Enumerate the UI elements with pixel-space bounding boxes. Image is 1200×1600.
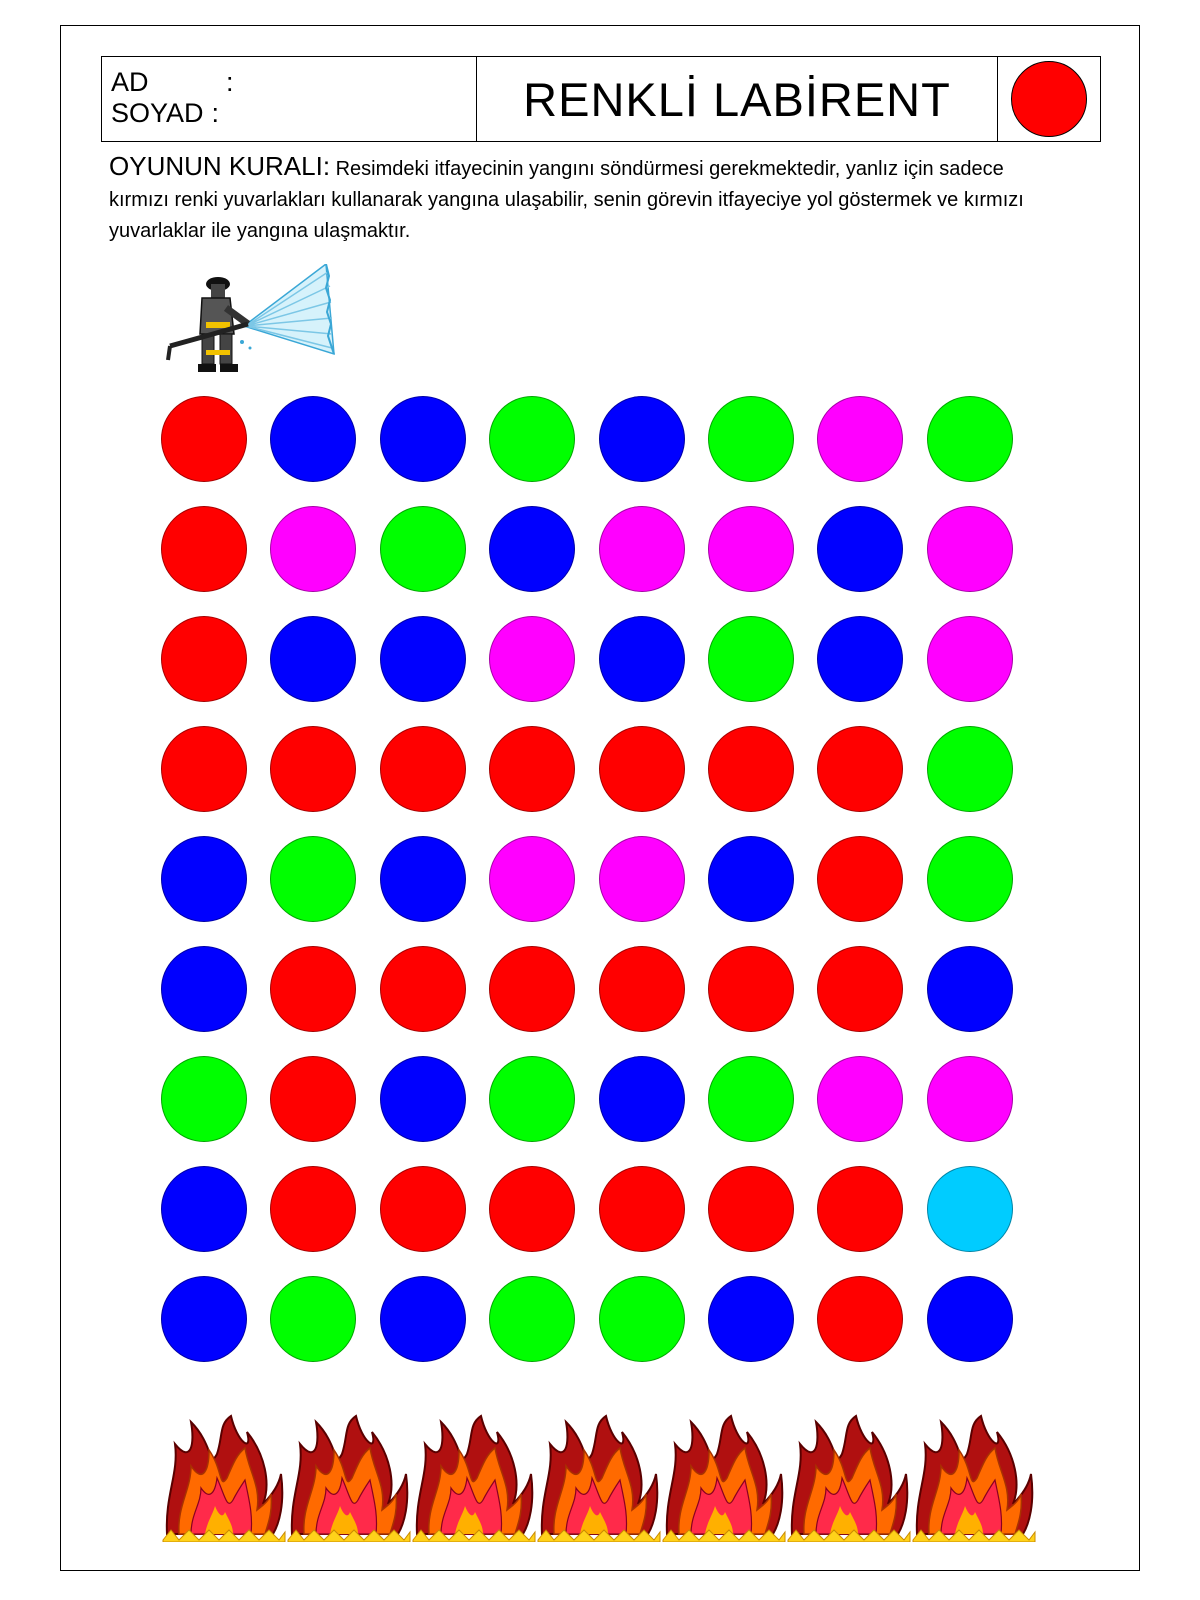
green-maze-circle[interactable] — [489, 1056, 575, 1142]
magenta-maze-circle[interactable] — [927, 1056, 1013, 1142]
red-maze-circle[interactable] — [599, 726, 685, 812]
red-maze-circle[interactable] — [489, 726, 575, 812]
red-maze-circle[interactable] — [599, 1166, 685, 1252]
blue-maze-circle[interactable] — [927, 1276, 1013, 1362]
red-maze-circle[interactable] — [708, 946, 794, 1032]
blue-maze-circle[interactable] — [817, 616, 903, 702]
blue-maze-circle[interactable] — [270, 396, 356, 482]
blue-maze-circle[interactable] — [270, 616, 356, 702]
title-cell — [477, 57, 998, 141]
red-maze-circle[interactable] — [380, 726, 466, 812]
flame-icon — [161, 1414, 286, 1542]
magenta-maze-circle[interactable] — [927, 506, 1013, 592]
red-maze-circle[interactable] — [161, 396, 247, 482]
header-box — [101, 56, 1101, 142]
red-maze-circle[interactable] — [708, 1166, 794, 1252]
red-maze-circle[interactable] — [380, 946, 466, 1032]
red-maze-circle[interactable] — [817, 726, 903, 812]
fire-row — [161, 1414, 1041, 1542]
green-maze-circle[interactable] — [380, 506, 466, 592]
flame-icon — [911, 1414, 1036, 1542]
red-maze-circle[interactable] — [708, 726, 794, 812]
red-maze-circle[interactable] — [161, 616, 247, 702]
name-colon: : — [226, 67, 234, 97]
red-maze-circle[interactable] — [489, 1166, 575, 1252]
firefighter-with-hose-icon — [166, 264, 336, 384]
color-maze-grid — [61, 26, 1139, 1570]
green-maze-circle[interactable] — [270, 836, 356, 922]
rules-paragraph — [109, 151, 1069, 247]
green-maze-circle[interactable] — [708, 1056, 794, 1142]
blue-maze-circle[interactable] — [380, 396, 466, 482]
red-maze-circle[interactable] — [599, 946, 685, 1032]
green-maze-circle[interactable] — [489, 396, 575, 482]
blue-maze-circle[interactable] — [708, 836, 794, 922]
red-maze-circle[interactable] — [161, 726, 247, 812]
red-maze-circle[interactable] — [817, 836, 903, 922]
magenta-maze-circle[interactable] — [489, 836, 575, 922]
cyan-maze-circle[interactable] — [927, 1166, 1013, 1252]
red-maze-circle[interactable] — [817, 1166, 903, 1252]
flame-icon — [411, 1414, 536, 1542]
rules-text: Resimdeki itfayecinin yangını söndürmesi gerekmektedir, yanlız için sadece kırmızı renki yuvarlakları kullanarak yangına ulaşabilir, senin görevin itfayeciye yol göstermek ve kırmızı yuvarlaklar ile yangına ulaşmaktır. — [109, 158, 1024, 242]
green-maze-circle[interactable] — [599, 1276, 685, 1362]
blue-maze-circle[interactable] — [599, 1056, 685, 1142]
green-maze-circle[interactable] — [927, 396, 1013, 482]
blue-maze-circle[interactable] — [708, 1276, 794, 1362]
red-maze-circle[interactable] — [817, 946, 903, 1032]
water-spray-icon — [240, 264, 334, 354]
green-maze-circle[interactable] — [927, 836, 1013, 922]
firefighter-figure-icon — [168, 277, 248, 372]
blue-maze-circle[interactable] — [599, 616, 685, 702]
magenta-maze-circle[interactable] — [817, 396, 903, 482]
blue-maze-circle[interactable] — [161, 946, 247, 1032]
blue-maze-circle[interactable] — [817, 506, 903, 592]
flame-icon — [661, 1414, 786, 1542]
blue-maze-circle[interactable] — [380, 1056, 466, 1142]
green-maze-circle[interactable] — [708, 396, 794, 482]
blue-maze-circle[interactable] — [380, 836, 466, 922]
surname-colon: : — [211, 98, 220, 128]
page-title: RENKLİ LABİRENT — [523, 72, 951, 126]
rules-heading: OYUNUN KURALI: — [109, 151, 331, 181]
red-maze-circle[interactable] — [161, 506, 247, 592]
red-maze-circle[interactable] — [489, 946, 575, 1032]
name-cell — [102, 57, 477, 141]
green-maze-circle[interactable] — [270, 1276, 356, 1362]
green-maze-circle[interactable] — [489, 1276, 575, 1362]
red-maze-circle[interactable] — [380, 1166, 466, 1252]
blue-maze-circle[interactable] — [161, 1166, 247, 1252]
red-maze-circle[interactable] — [270, 1166, 356, 1252]
magenta-maze-circle[interactable] — [927, 616, 1013, 702]
name-row[interactable] — [111, 67, 476, 98]
surname-label: SOYAD — [111, 98, 204, 128]
blue-maze-circle[interactable] — [380, 616, 466, 702]
blue-maze-circle[interactable] — [927, 946, 1013, 1032]
red-maze-circle[interactable] — [270, 1056, 356, 1142]
magenta-maze-circle[interactable] — [489, 616, 575, 702]
blue-maze-circle[interactable] — [489, 506, 575, 592]
blue-maze-circle[interactable] — [599, 396, 685, 482]
flame-icon — [786, 1414, 911, 1542]
target-color-dot — [1011, 61, 1087, 137]
surname-row[interactable] — [111, 98, 476, 129]
magenta-maze-circle[interactable] — [270, 506, 356, 592]
green-maze-circle[interactable] — [161, 1056, 247, 1142]
flame-icon — [286, 1414, 411, 1542]
red-maze-circle[interactable] — [270, 726, 356, 812]
red-maze-circle[interactable] — [817, 1276, 903, 1362]
magenta-maze-circle[interactable] — [817, 1056, 903, 1142]
red-maze-circle[interactable] — [270, 946, 356, 1032]
green-maze-circle[interactable] — [927, 726, 1013, 812]
blue-maze-circle[interactable] — [161, 836, 247, 922]
name-label: AD — [111, 67, 149, 97]
flame-icon — [536, 1414, 661, 1542]
magenta-maze-circle[interactable] — [708, 506, 794, 592]
blue-maze-circle[interactable] — [161, 1276, 247, 1362]
target-color-cell — [998, 57, 1100, 141]
magenta-maze-circle[interactable] — [599, 836, 685, 922]
magenta-maze-circle[interactable] — [599, 506, 685, 592]
green-maze-circle[interactable] — [708, 616, 794, 702]
worksheet-border — [60, 25, 1140, 1571]
blue-maze-circle[interactable] — [380, 1276, 466, 1362]
